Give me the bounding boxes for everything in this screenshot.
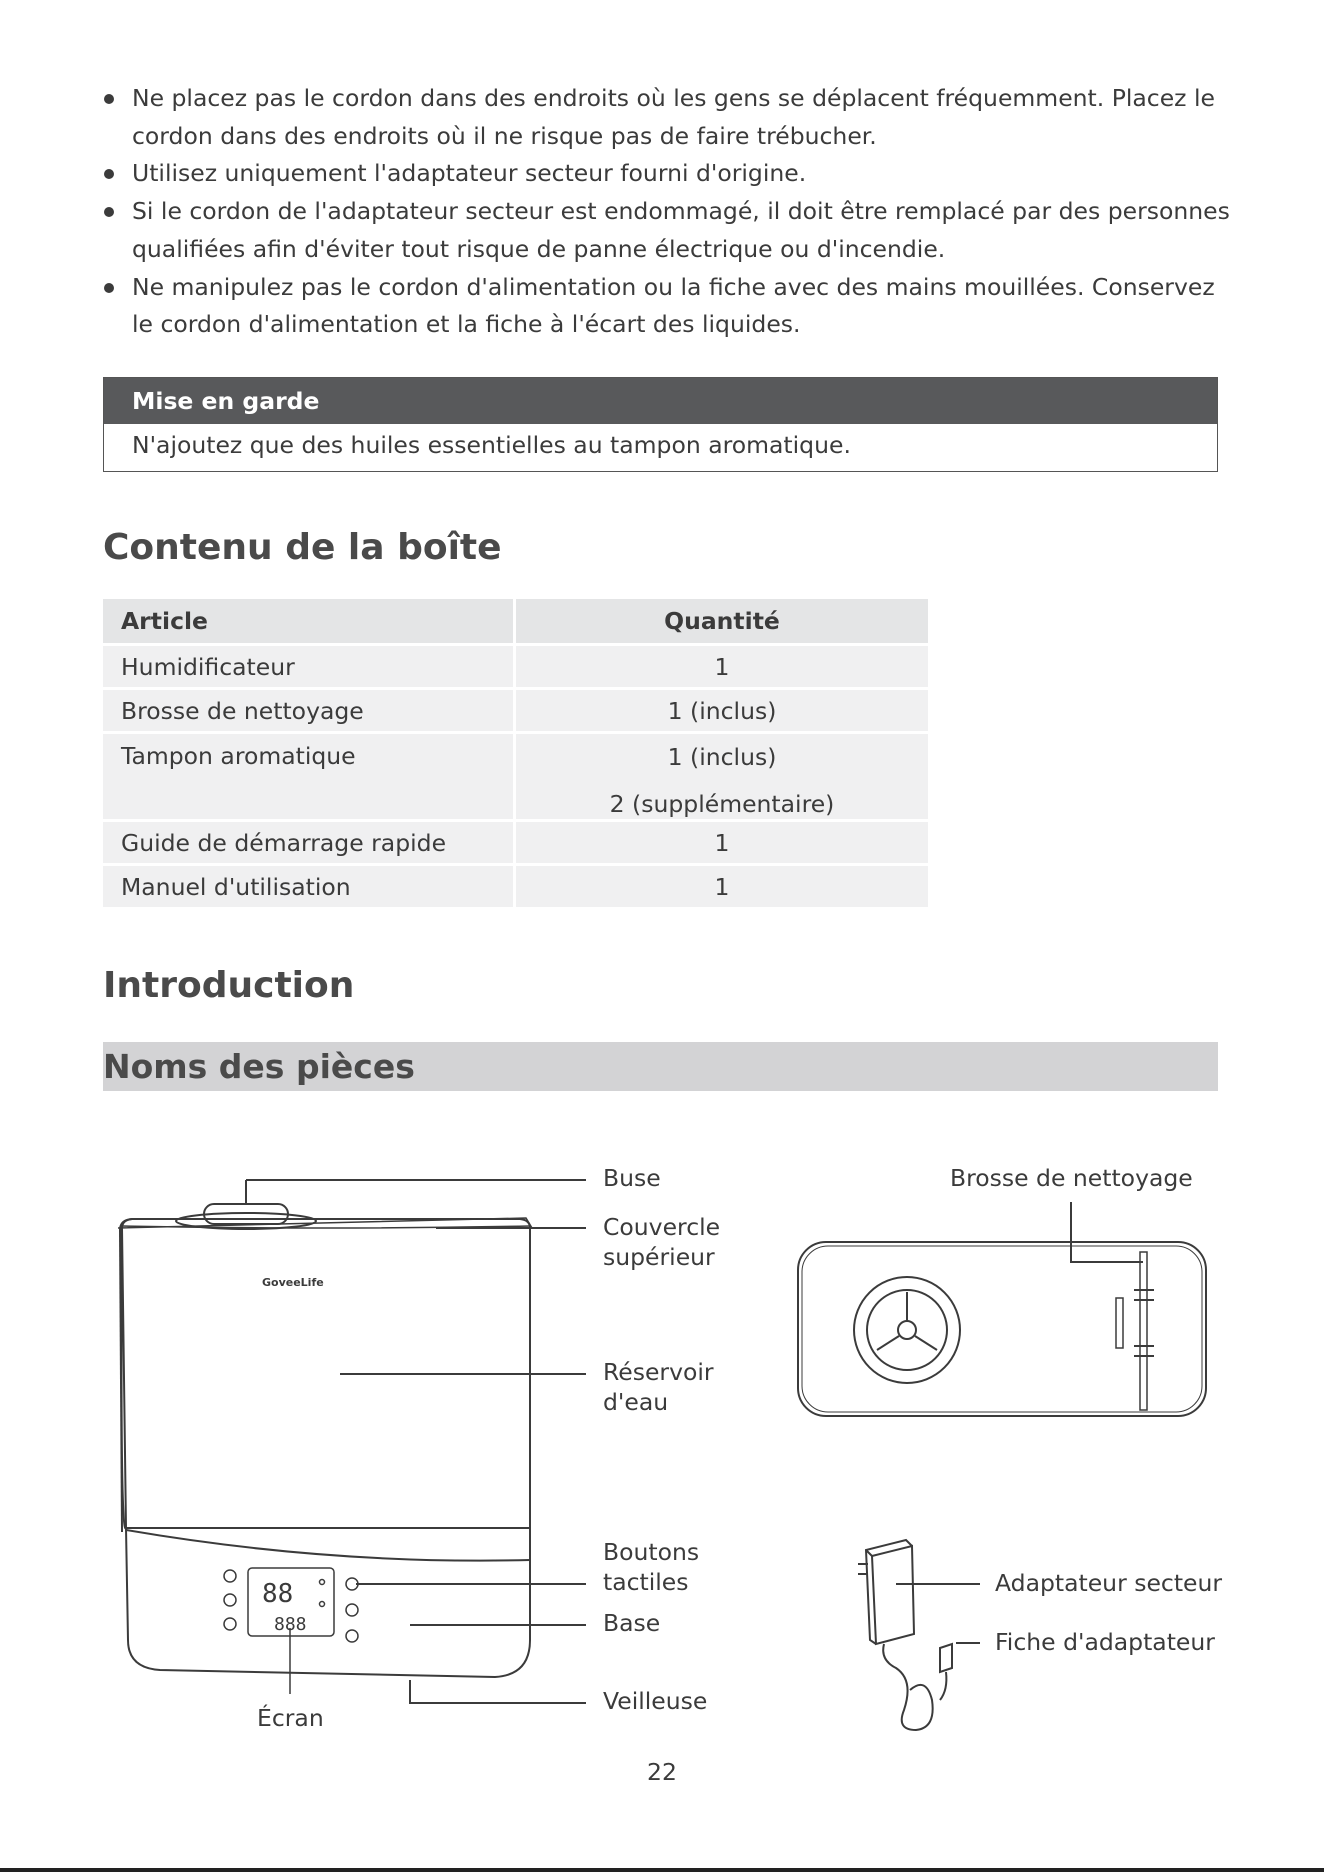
introduction-heading: Introduction [103, 965, 355, 1006]
column-header-quantity: Quantité [516, 599, 928, 643]
quantity-cell: 1 [516, 822, 928, 863]
quantity-line: 1 (inclus) [667, 743, 777, 771]
top-view-illustration [798, 1202, 1206, 1416]
label-power-adapter: Adaptateur secteur [995, 1569, 1223, 1597]
label-top-cover-line2: supérieur [603, 1243, 715, 1271]
label-nightlight: Veilleuse [603, 1687, 708, 1715]
display-digits-top: 88 [262, 1579, 294, 1609]
quantity-cell: 1 (inclus) [516, 690, 928, 731]
item-cell: Guide de démarrage rapide [103, 822, 513, 863]
warning-text: N'ajoutez que des huiles essentielles au tampon aromatique. [132, 431, 851, 459]
brand-logo: GoveeLife [262, 1276, 324, 1289]
quantity-line: 2 (supplémentaire) [609, 790, 835, 818]
quantity-cell: 1 [516, 866, 928, 907]
label-touch-buttons-line2: tactiles [603, 1568, 689, 1596]
warning-title: Mise en garde [104, 378, 1217, 424]
humidifier-illustration [118, 1180, 532, 1677]
page-number: 22 [647, 1758, 677, 1786]
box-contents-heading: Contenu de la boîte [103, 527, 502, 568]
adapter-illustration [858, 1540, 980, 1730]
label-top-cover-line1: Couvercle [603, 1213, 721, 1241]
label-cleaning-brush: Brosse de nettoyage [950, 1164, 1193, 1192]
safety-bullet: Ne placez pas le cordon dans des endroits où les gens se déplacent fréquemment. Placez le cordon dans des endroits où il ne risque pas de faire trébucher. [103, 80, 1233, 155]
label-base: Base [603, 1609, 661, 1637]
label-water-tank-line2: d'eau [603, 1388, 669, 1416]
quantity-cell: 1 [516, 646, 928, 687]
item-cell: Humidificateur [103, 646, 513, 687]
label-screen: Écran [257, 1704, 324, 1732]
column-header-article: Article [103, 599, 513, 643]
item-cell: Brosse de nettoyage [103, 690, 513, 731]
display-digits-bottom: 888 [274, 1614, 307, 1635]
label-nozzle: Buse [603, 1164, 661, 1192]
item-cell: Manuel d'utilisation [103, 866, 513, 907]
safety-bullet: Utilisez uniquement l'adaptateur secteur fourni d'origine. [103, 155, 1233, 193]
safety-bullet: Ne manipulez pas le cordon d'alimentation ou la fiche avec des mains mouillées. Conservez le cordon d'alimentation et la fiche à l'écart des liquides. [103, 269, 1233, 344]
label-water-tank-line1: Réservoir [603, 1358, 714, 1386]
label-adapter-plug: Fiche d'adaptateur [995, 1628, 1215, 1656]
safety-bullet: Si le cordon de l'adaptateur secteur est endommagé, il doit être remplacé par des personnes qualifiées afin d'éviter tout risque de panne électrique ou d'incendie. [103, 193, 1233, 268]
item-cell: Tampon aromatique [103, 734, 513, 819]
parts-names-subheading: Noms des pièces [103, 1042, 1218, 1091]
bottom-border [0, 1868, 1324, 1872]
label-touch-buttons-line1: Boutons [603, 1538, 700, 1566]
